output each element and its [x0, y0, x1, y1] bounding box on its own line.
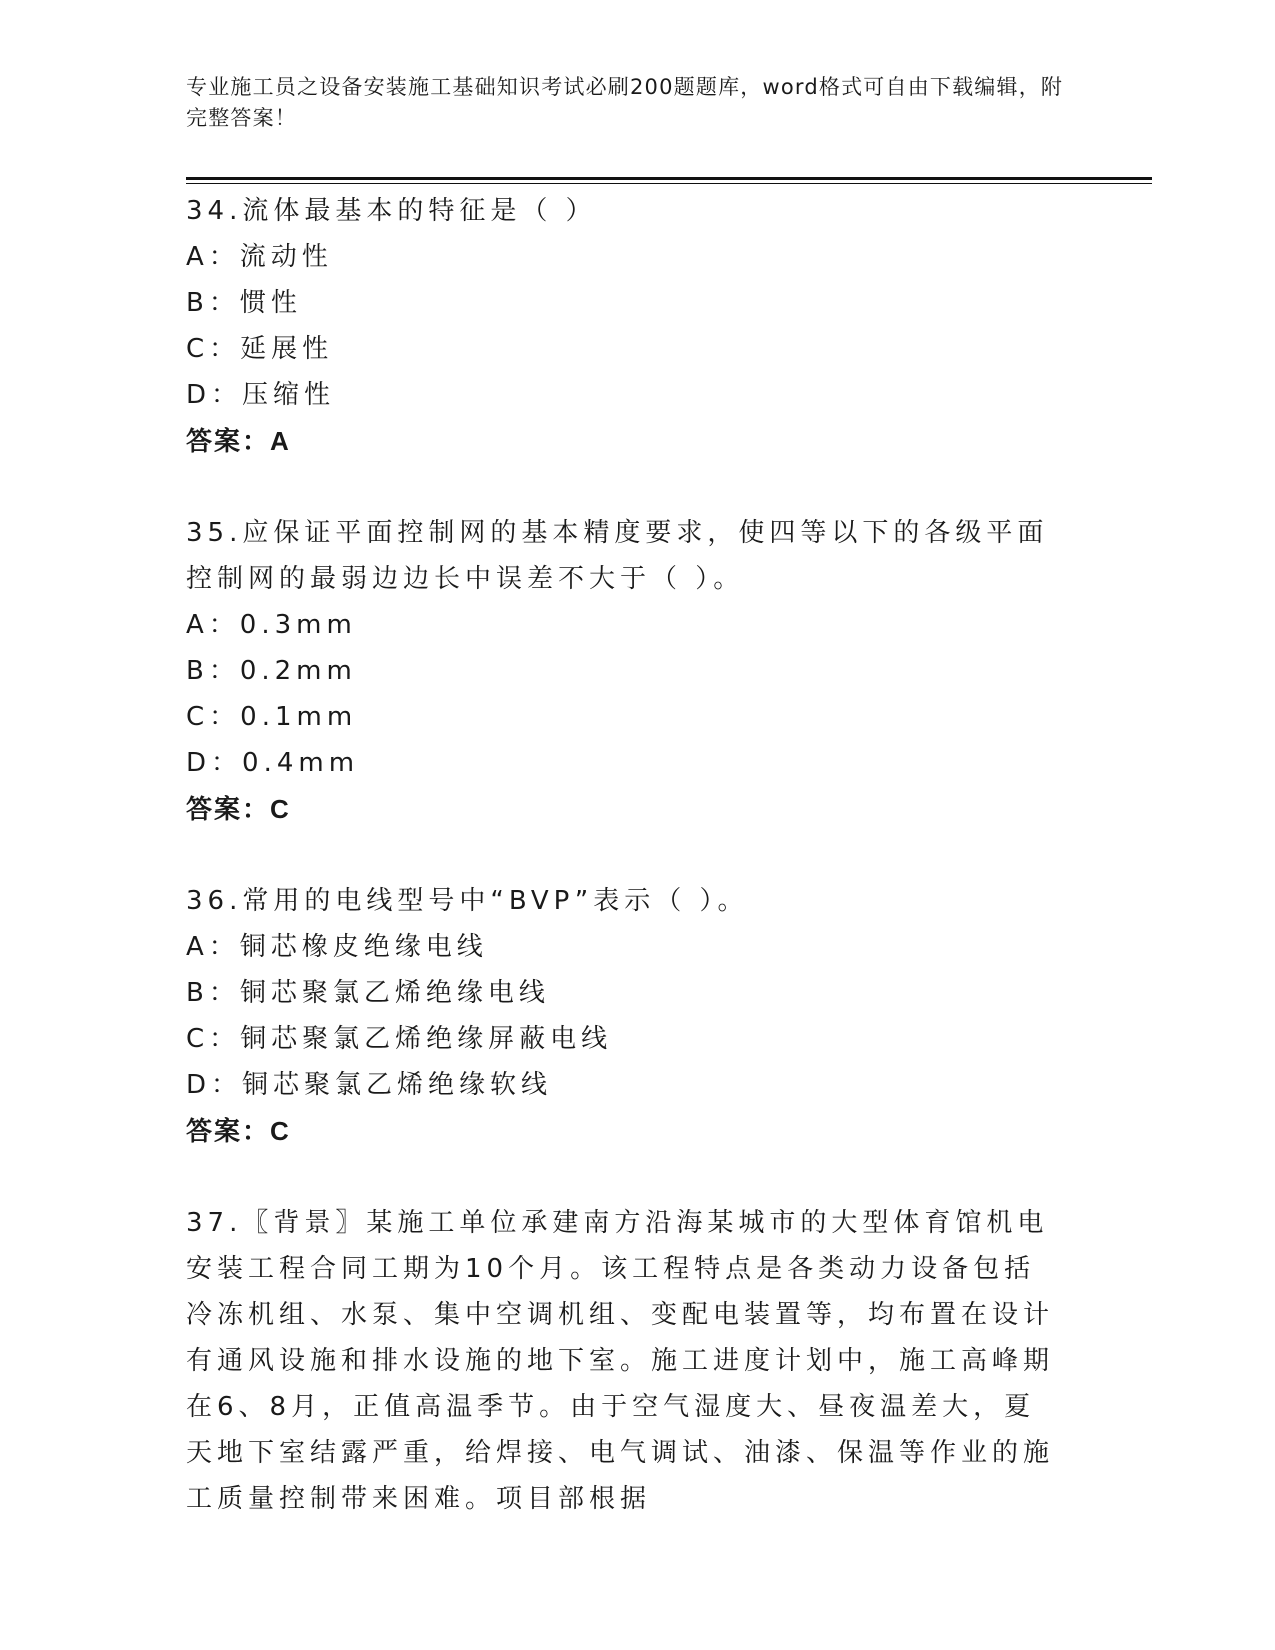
question-stem: 37.〖背景〗某施工单位承建南方沿海某城市的大型体育馆机电安装工程合同工期为10个月。该工程特点是各类动力设备包括冷冻机组、水泵、集中空调机组、变配电装置等，均布置在设计有通风设施和排水设施的地下室。施工进度计划中，施工高峰期在6、8月，正值高温季节。由于空气湿度大、昼夜温差大，夏天地下室结露严重，给焊接、电气调试、油漆、保温等作业的施工质量控制带来困难。项目部根据 — [186, 1208, 1055, 1514]
option-b: B：0.2mm — [186, 656, 357, 686]
question-37 — [186, 1200, 1086, 1522]
option-a: A：0.3mm — [186, 610, 357, 640]
option-b: B：惯性 — [186, 288, 302, 318]
option-c: C：延展性 — [186, 334, 334, 364]
answer: 答案：C — [186, 794, 291, 824]
question-stem: 35.应保证平面控制网的基本精度要求，使四等以下的各级平面控制网的最弱边边长中误差不大于（ ）。 — [186, 518, 1049, 594]
option-c: C：铜芯聚氯乙烯绝缘屏蔽电线 — [186, 1024, 613, 1054]
question-35 — [186, 510, 1086, 832]
option-a: A：铜芯橡皮绝缘电线 — [186, 932, 488, 962]
question-stem: 34.流体最基本的特征是（ ） — [186, 196, 597, 226]
answer: 答案：C — [186, 1116, 291, 1146]
option-c: C：0.1mm — [186, 702, 358, 732]
question-list — [186, 188, 1086, 1522]
header-rule-thin — [186, 183, 1152, 184]
option-b: B：铜芯聚氯乙烯绝缘电线 — [186, 978, 550, 1008]
answer: 答案：A — [186, 426, 291, 456]
page-header: 专业施工员之设备安装施工基础知识考试必刷200题题库，word格式可自由下载编辑，附完整答案！ — [186, 75, 1064, 130]
option-a: A：流动性 — [186, 242, 333, 272]
question-34 — [186, 188, 1086, 464]
option-d: D：铜芯聚氯乙烯绝缘软线 — [186, 1070, 553, 1100]
question-36 — [186, 878, 1086, 1154]
question-stem: 36.常用的电线型号中“BVP”表示（ ）。 — [186, 886, 749, 916]
option-d: D：压缩性 — [186, 380, 336, 410]
header-rule-thick — [186, 177, 1152, 180]
option-d: D：0.4mm — [186, 748, 360, 778]
